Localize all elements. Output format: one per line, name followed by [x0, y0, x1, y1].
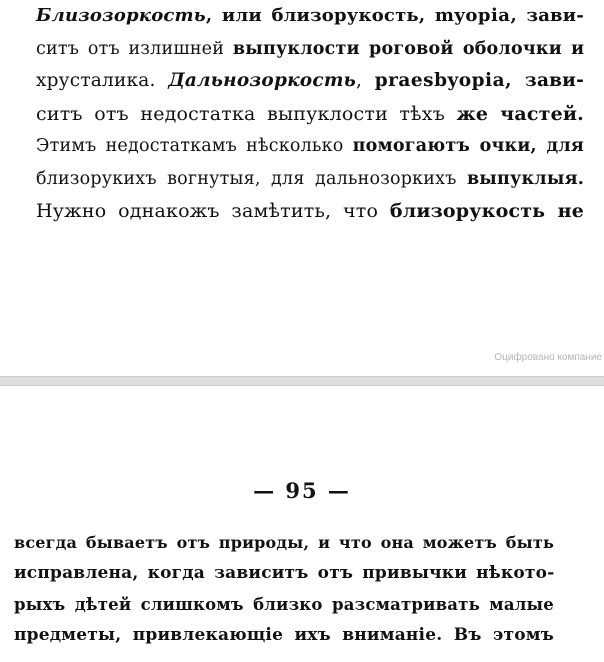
text-run: ситъ отъ излишней [36, 38, 233, 59]
text-line [36, 33, 584, 66]
text-line: всегда бываетъ отъ природы, и что она можетъ быть [14, 533, 555, 552]
text-line [36, 130, 584, 163]
italic-term: Близозоркость [36, 5, 206, 26]
text-run: близорукость не [389, 200, 584, 222]
text-line [36, 195, 584, 228]
text-line [36, 65, 584, 98]
text-run: Нужно однакожъ замѣтить, что [36, 200, 390, 222]
upper-page-text [36, 0, 584, 228]
lower-page-text [14, 527, 554, 651]
text-run: , зави- [505, 70, 584, 91]
italic-term: Дальнозоркость [168, 70, 356, 91]
text-run: ситъ отъ недостатка выпуклости тѣхъ [36, 102, 457, 125]
text-run: хрусталика. [36, 70, 169, 91]
text-run: же частей. [456, 102, 584, 125]
text-line: исправлена, когда зависитъ отъ привычки нѣкото- [14, 563, 555, 583]
page-number: — 95 — [253, 478, 351, 503]
latin-term: praesbyopia [374, 70, 506, 91]
text-run: Этимъ недостаткамъ нѣсколько [36, 136, 353, 156]
text-run: , [356, 70, 375, 91]
text-run: , или близорукость, [205, 5, 435, 26]
text-run: , зави- [510, 5, 584, 26]
text-run: помогаютъ очки, для [352, 136, 584, 156]
text-run: выпуклыя. [466, 168, 584, 189]
page-divider [0, 376, 604, 386]
text-line [36, 163, 584, 196]
text-run: близорукихъ вогнутыя, для дальнозоркихъ [36, 168, 467, 189]
lower-page-scan [0, 386, 604, 662]
latin-term: myopia [434, 5, 511, 26]
text-line [36, 98, 584, 131]
text-line: предметы, привлекающіе ихъ вниманіе. Въ этомъ [14, 625, 554, 645]
text-line: рыхъ дѣтей слишкомъ близко разсматривать малые [14, 595, 554, 614]
text-run: выпуклости роговой оболочки и [232, 38, 585, 59]
digitization-watermark: Оцифровано компание [494, 352, 602, 363]
text-line [36, 0, 584, 33]
